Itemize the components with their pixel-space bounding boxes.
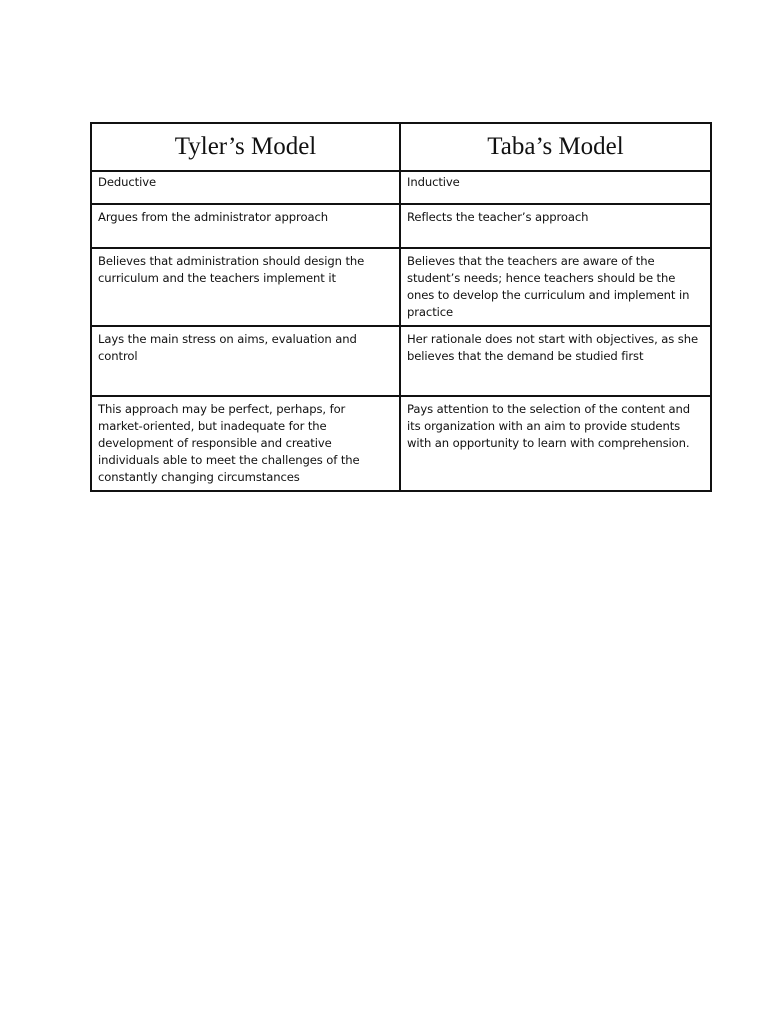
tyler-cell: Deductive [91,171,400,204]
table-row [91,396,711,491]
taba-cell: Her rationale does not start with objectives, as she believes that the demand be studied first [400,326,711,396]
taba-cell: Inductive [400,171,711,204]
header-tylers-model: Tyler’s Model [91,123,400,171]
tyler-cell: Lays the main stress on aims, evaluation and control [91,326,400,396]
taba-cell: Believes that the teachers are aware of the student’s needs; hence teachers should be the ones to develop the curriculum and implement in practice [400,248,711,326]
tyler-cell: Argues from the administrator approach [91,204,400,248]
table-row [91,171,711,204]
model-comparison-table [90,122,712,492]
tyler-cell: This approach may be perfect, perhaps, for market-oriented, but inadequate for the development of responsible and creative individuals able to meet the challenges of the constantly changing circumstances [91,396,400,491]
table-row [91,326,711,396]
table-row [91,204,711,248]
taba-cell: Reflects the teacher’s approach [400,204,711,248]
taba-cell: Pays attention to the selection of the content and its organization with an aim to provide students with an opportunity to learn with comprehension. [400,396,711,491]
table-row [91,248,711,326]
tyler-cell: Believes that administration should design the curriculum and the teachers implement it [91,248,400,326]
header-tabas-model: Taba’s Model [400,123,711,171]
table-header-row [91,123,711,171]
